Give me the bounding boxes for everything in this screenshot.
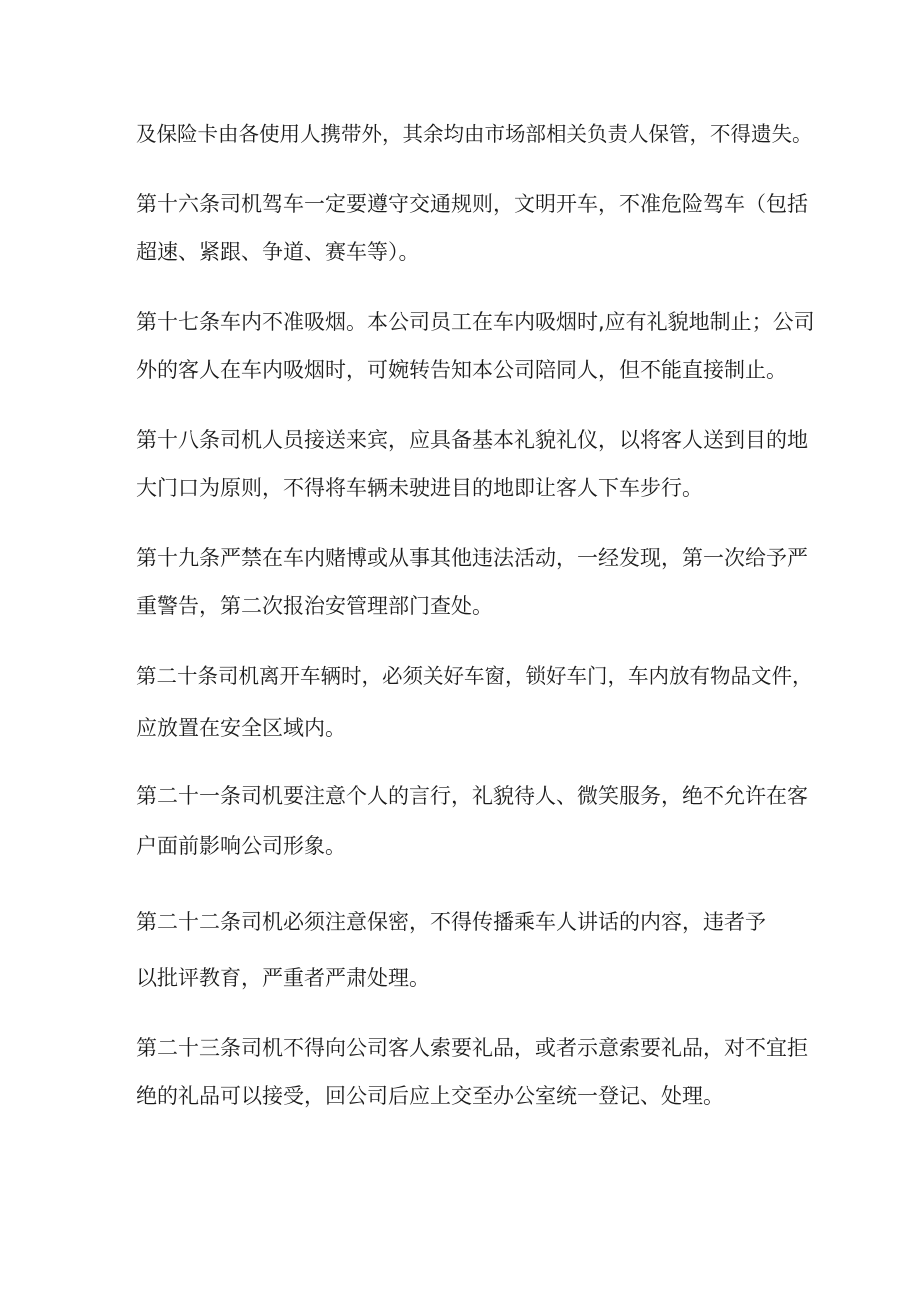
- text-line: 以批评教育，严重者严肃处理。: [136, 966, 430, 990]
- text-line: 第二十一条司机要注意个人的言行，礼貌待人、微笑服务，绝不允许在客: [136, 784, 808, 808]
- text-line: 超速、紧跟、争道、赛车等）。: [136, 240, 420, 264]
- text-line: 第十六条司机驾车一定要遵守交通规则，文明开车，不准危险驾车（包括: [136, 192, 808, 216]
- text-line: 第二十条司机离开车辆时，必须关好车窗，锁好车门，车内放有物品文件，: [136, 664, 813, 688]
- text-line: 重警告，第二次报治安管理部门查处。: [136, 594, 493, 618]
- text-line: 绝的礼品可以接受，回公司后应上交至办公室统一登记、处理。: [136, 1084, 724, 1108]
- text-line: 大门口为原则，不得将车辆未驶进目的地即让客人下车步行。: [136, 476, 703, 500]
- text-line: 第二十二条司机必须注意保密，不得传播乘车人讲话的内容，违者予: [136, 910, 766, 934]
- text-line: 第二十三条司机不得向公司客人索要礼品，或者示意索要礼品，对不宜拒: [136, 1036, 808, 1060]
- text-line: 应放置在安全区域内。: [136, 716, 346, 740]
- text-line: 外的客人在车内吸烟时，可婉转告知本公司陪同人，但不能直接制止。: [136, 358, 787, 382]
- text-line: 及保险卡由各使用人携带外，其余均由市场部相关负责人保管，不得遗失。: [136, 122, 813, 146]
- text-line: 第十八条司机人员接送来宾，应具备基本礼貌礼仪，以将客人送到目的地: [136, 428, 808, 452]
- text-line: 第十九条严禁在车内赌博或从事其他违法活动，一经发现，第一次给予严: [136, 546, 808, 570]
- text-line: 第十七条车内不准吸烟。本公司员工在车内吸烟时,应有礼貌地制止；公司: [136, 310, 815, 334]
- text-line: 户面前影响公司形象。: [136, 834, 346, 858]
